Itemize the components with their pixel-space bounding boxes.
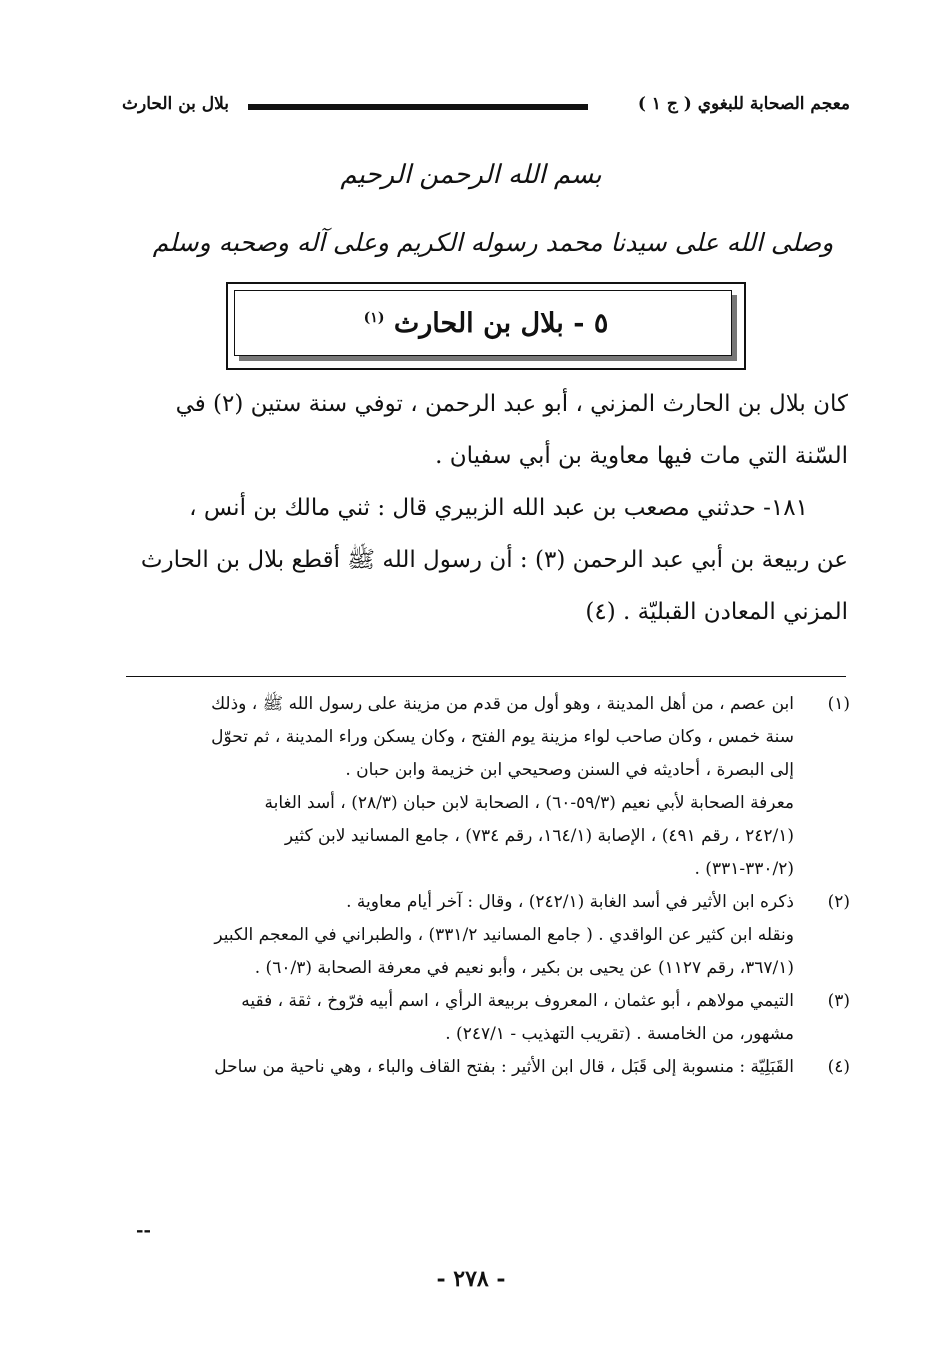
text-line: المزني المعادن القبليّة . (٤): [585, 599, 848, 625]
footnote-line: مشهور، من الخامسة . (تقريب التهذيب - ٢٤٧/١) .: [445, 1024, 794, 1044]
footnote-4: [126, 1051, 850, 1084]
text-line: كان بلال بن الحارث المزني ، أبو عبد الرحمن ، توفي سنة ستين (٢) في: [175, 391, 848, 417]
footnote-number: (٢): [827, 892, 850, 912]
entry-heading: [228, 308, 744, 339]
footnote-1: [126, 688, 850, 886]
footnote-line: (٣٣٠/٢-٣٣١) .: [694, 859, 794, 879]
text-line: السّنة التي مات فيها معاوية بن أبي سفيان .: [435, 443, 848, 469]
entry-separator: -: [563, 308, 585, 339]
footnote-line: ابن عصم ، من أهل المدينة ، وهو أول من قدم من مزينة على رسول الله ﷺ ، وذلك: [211, 694, 794, 714]
page-number: - ٢٧٨ -: [436, 1266, 506, 1292]
footnote-line: سنة خمس ، وكان صاحب لواء مزينة يوم الفتح ، وكان يسكن وراء المدينة ، ثم تحوّل: [211, 727, 794, 747]
footnote-separator: [126, 676, 846, 677]
entry-heading-box: [226, 282, 746, 370]
entry-title: بلال بن الحارث: [393, 308, 564, 339]
footnotes: [126, 688, 850, 1084]
paragraph-2: [126, 482, 848, 638]
entry-footnote-ref: (١): [363, 310, 385, 326]
header-rule: [248, 104, 588, 110]
footnote-number: (٤): [827, 1057, 850, 1077]
footnote-line: (٢٤٢/١ ، رقم ٤٩١) ، الإصابة (١٦٤/١، رقم ٧٣٤) ، جامع المسانيد لابن كثير: [284, 826, 794, 846]
text-line: عن ربيعة بن أبي عبد الرحمن (٣) : أن رسول الله ﷺ أقطع بلال بن الحارث: [140, 547, 848, 573]
footnote-line: ونقله ابن كثير عن الواقدي . ( جامع المسانيد ٣٣١/٢) ، والطبراني في المعجم الكبير: [214, 925, 794, 945]
text-line: ١٨١- حدثني مصعب بن عبد الله الزبيري قال : ثني مالك بن أنس ،: [189, 495, 808, 521]
header-book-title: معجم الصحابة للبغوي ( ج ١ ): [637, 94, 850, 114]
footnote-number: (٣): [827, 991, 850, 1011]
footnote-line: التيمي مولاهم ، أبو عثمان ، المعروف بربيعة الرأي ، اسم أبيه فرّوخ ، ثقة ، فقيه: [241, 991, 794, 1011]
footnote-line: ذكره ابن الأثير في أسد الغابة (٢٤٢/١) ، وقال : آخر أيام معاوية .: [346, 892, 794, 912]
footnote-2: [126, 886, 850, 985]
paragraph-1: [126, 378, 848, 482]
entry-number: ٥: [593, 308, 609, 339]
footnote-line: معرفة الصحابة لأبي نعيم (٥٩/٣-٦٠) ، الصحابة لابن حبان (٢٨/٣) ، أسد الغابة: [264, 793, 794, 813]
footnote-number: (١): [827, 694, 850, 714]
footnote-line: إلى البصرة ، أحاديثه في السنن وصحيحي ابن خزيمة وابن حبان .: [345, 760, 794, 780]
salawat: وصلى الله على سيدنا محمد رسوله الكريم وعلى آله وصحبه وسلم: [152, 228, 834, 257]
footnote-3: [126, 985, 850, 1051]
header-entry-name: بلال بن الحارث: [122, 94, 230, 114]
running-header: [122, 88, 850, 124]
basmala: بسم الله الرحمن الرحيم: [340, 160, 602, 190]
footnote-line: القَبَلِيّة : منسوبة إلى قَبَل ، قال ابن الأثير : بفتح القاف والباء ، وهي ناحية من ساحل: [214, 1057, 794, 1077]
footnote-line: (٣٦٧/١، رقم ١١٢٧) عن يحيى بن بكير ، وأبو نعيم في معرفة الصحابة (٦٠/٣) .: [254, 958, 794, 978]
continuation-mark: --: [136, 1220, 151, 1241]
